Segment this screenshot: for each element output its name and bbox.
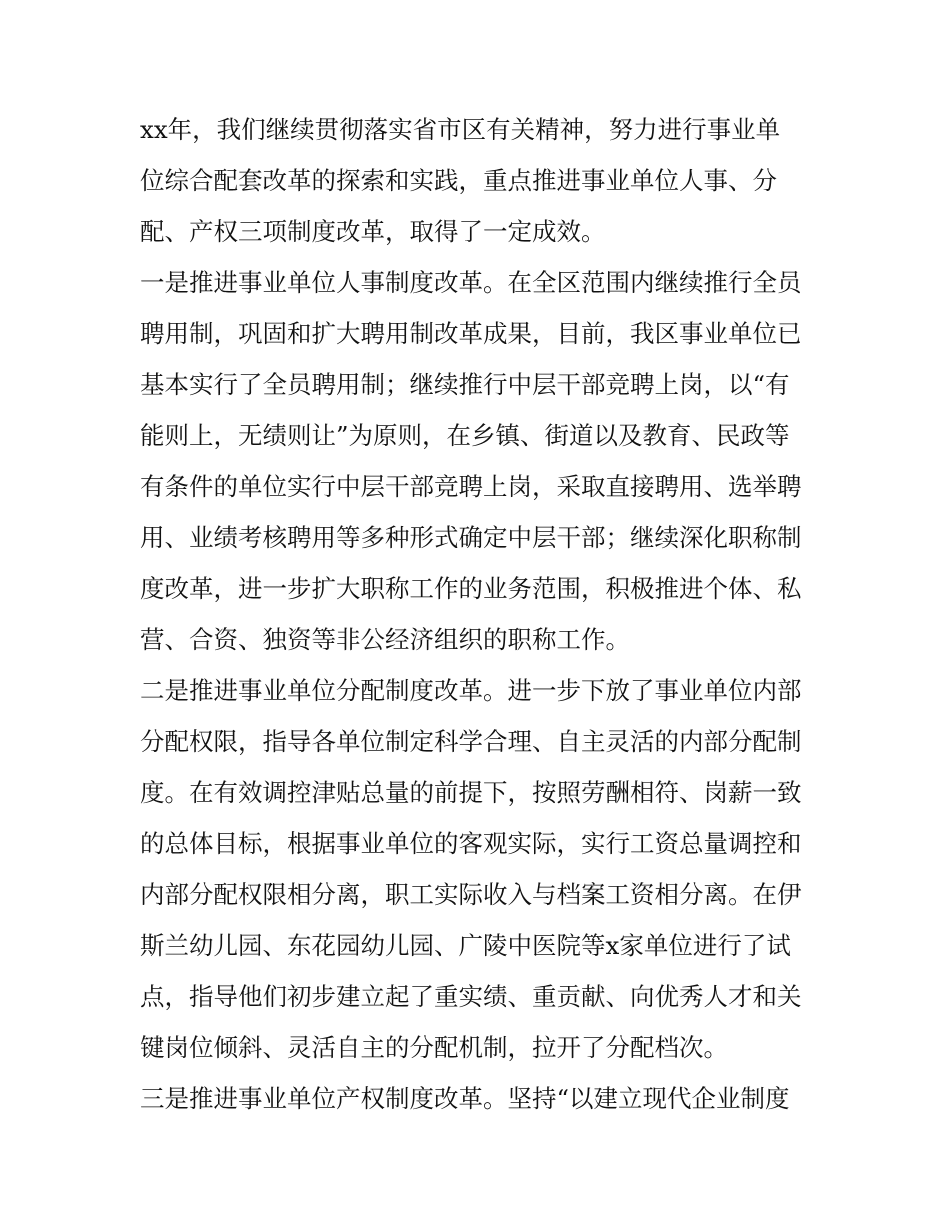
paragraph-line: 分配权限，指导各单位制定科学合理、自主灵活的内部分配制 — [140, 727, 802, 756]
paragraph-line: 位综合配套改革的探索和实践，重点推进事业单位人事、分 — [140, 166, 777, 195]
paragraph-line: 用、业绩考核聘用等多种形式确定中层干部；继续深化职称制 — [140, 523, 802, 552]
paragraph-line: 基本实行了全员聘用制；继续推行中层干部竞聘上岗，以“有 — [140, 370, 790, 399]
paragraph-line: 点，指导他们初步建立起了重实绩、重贡献、向优秀人才和关 — [140, 982, 802, 1011]
paragraph-line: 二是推进事业单位分配制度改革。进一步下放了事业单位内部 — [140, 676, 802, 705]
paragraph-line: 配、产权三项制度改革，取得了一定成效。 — [140, 217, 606, 246]
paragraph-line: 的总体目标，根据事业单位的客观实际，实行工资总量调控和 — [140, 829, 802, 858]
paragraph-line: 度改革，进一步扩大职称工作的业务范围，积极推进个体、私 — [140, 574, 802, 603]
paragraph-line: 能则上，无绩则让”为原则，在乡镇、街道以及教育、民政等 — [140, 421, 790, 450]
paragraph-line: 一是推进事业单位人事制度改革。在全区范围内继续推行全员 — [140, 268, 802, 297]
paragraph-line: 键岗位倾斜、灵活自主的分配机制，拉开了分配档次。 — [140, 1033, 728, 1062]
paragraph-distribution-reform — [140, 665, 820, 1073]
paragraph-line: 聘用制，巩固和扩大聘用制改革成果，目前，我区事业单位已 — [140, 319, 802, 348]
paragraph-line: xx年，我们继续贯彻落实省市区有关精神，努力进行事业单 — [140, 115, 781, 144]
document-body — [140, 104, 820, 1124]
paragraph-intro — [140, 104, 820, 257]
paragraph-line: 三是推进事业单位产权制度改革。坚持“以建立现代企业制度 — [140, 1084, 790, 1113]
paragraph-line: 内部分配权限相分离，职工实际收入与档案工资相分离。在伊 — [140, 880, 802, 909]
paragraph-line: 有条件的单位实行中层干部竞聘上岗，采取直接聘用、选举聘 — [140, 472, 802, 501]
paragraph-property-reform — [140, 1073, 820, 1124]
paragraph-line: 度。在有效调控津贴总量的前提下，按照劳酬相符、岗薪一致 — [140, 778, 802, 807]
paragraph-line: 斯兰幼儿园、东花园幼儿园、广陵中医院等x家单位进行了试 — [140, 931, 791, 960]
paragraph-line: 营、合资、独资等非公经济组织的职称工作。 — [140, 625, 630, 654]
paragraph-personnel-reform — [140, 257, 820, 665]
